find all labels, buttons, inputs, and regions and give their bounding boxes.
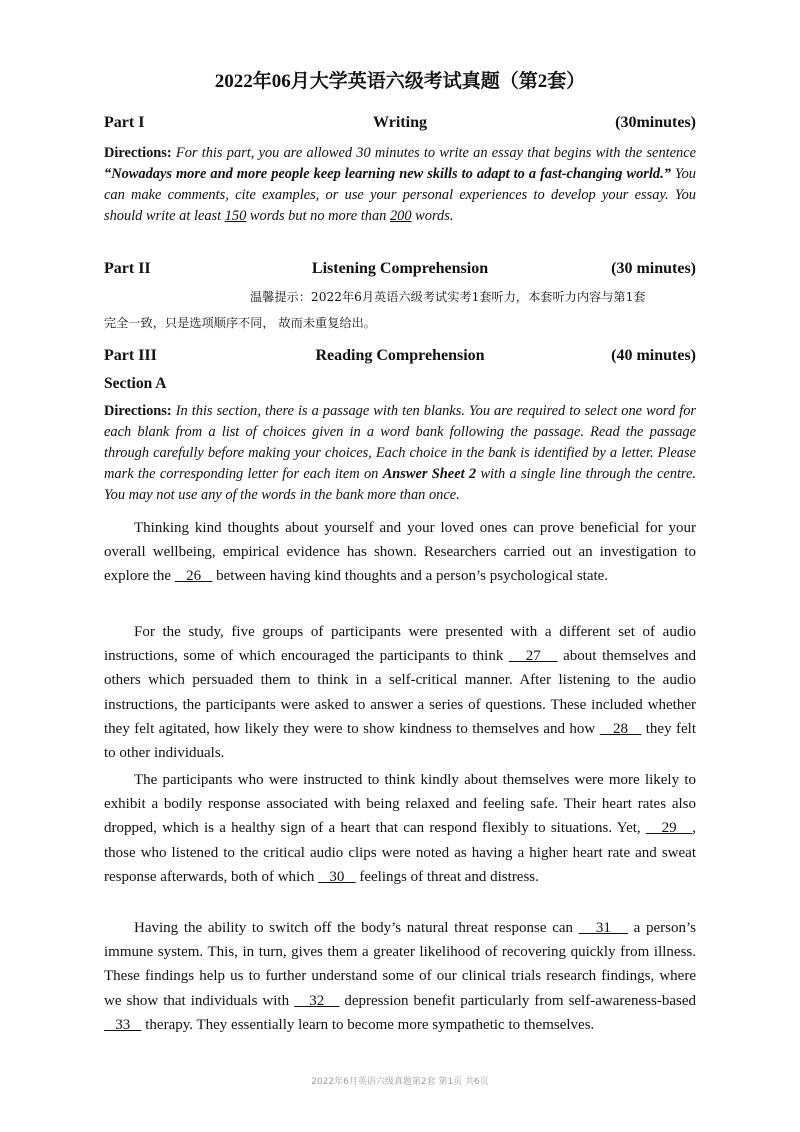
directions-label: Directions:: [104, 145, 172, 161]
part1-directions: [104, 143, 696, 227]
passage-text: , those who listened to the critical audio clips were noted as having a higher heart rate and sweat response afterwards, both of which: [104, 820, 697, 885]
passage-text: depression benefit particularly from self-awareness-based: [339, 992, 696, 1009]
passage-paragraph-3: [104, 768, 696, 889]
passage-text: Having the ability to switch off the body’s natural threat response can: [134, 920, 579, 936]
part1-time: (30minutes): [615, 114, 696, 131]
part1-header: [104, 114, 696, 136]
part3-time: (40 minutes): [611, 347, 696, 364]
blank-26: 26: [174, 568, 213, 585]
directions-text: with a single line through the centre. You may not use any of the words in the bank more than once.: [104, 466, 696, 503]
tip-line-2: 完全一致，只是选项顺序不同， 故而未重复给出。: [104, 316, 376, 330]
page-title: 2022年06月大学英语六级考试真题（第2套）: [214, 71, 586, 92]
min-word-count: 150: [224, 208, 247, 224]
part3-name: Reading Comprehension: [315, 347, 485, 364]
directions-text: In this section, there is a passage with ten blanks. You are required to select one word for each blank from a list of choices given in a word bank following the passage. Read the passage through carefully before making your choices, Each choice in the bank is identified by a letter. Please mark the corresponding letter for each item on: [104, 403, 696, 482]
part3-directions: [104, 401, 696, 506]
part2-time: (30 minutes): [611, 260, 696, 277]
blank-30: 30: [318, 868, 356, 885]
part1-label: Part I: [104, 114, 145, 131]
passage-text: between having kind thoughts and a person’s psychological state.: [212, 568, 609, 585]
passage-paragraph-4: [104, 916, 696, 1037]
passage-text: they felt to other individuals.: [104, 720, 696, 762]
passage-text: For the study, five groups of participants were presented with a different set of audio instructions, some of which encouraged the participants to think: [104, 624, 696, 665]
essay-prompt-quote: “Nowadays more and more people keep learning new skills to adapt to a fast-changing world.”: [104, 166, 671, 182]
listening-tip: [104, 284, 696, 336]
directions-text: words.: [411, 208, 454, 224]
max-word-count: 200: [389, 208, 412, 224]
passage-text: about themselves and others which persuaded them to think in a self-critical manner. After listening to the audio instructions, the participants were asked to answer a series of questions. These included whether they felt agitated, how likely they were to show kindness to themselves and how: [104, 648, 696, 737]
page-footer: 2022年6月英语六级真题第2套 第1页 共6页: [311, 1077, 489, 1087]
directions-text: For this part, you are allowed 30 minutes to write an essay that begins with the sentence: [171, 145, 696, 161]
blank-27: 27: [508, 648, 558, 665]
answer-sheet-ref: Answer Sheet 2: [382, 466, 477, 482]
passage-text: a person’s immune system. This, in turn, gives them a greater likelihood of recovering quickly from illness. These findings help us to further understand some of our clinical trials research findings, where we show that individuals with: [104, 920, 696, 1009]
tip-line-1: 温馨提示：2022年6月英语六级考试实考1套听力，本套听力内容与第1套: [250, 290, 646, 304]
blank-31: 31: [578, 920, 628, 936]
directions-text: You can make comments, cite examples, or use your personal experiences to develop your essay. You should write at least: [104, 166, 697, 224]
part3-header: [104, 347, 696, 369]
directions-text: words but no more than: [246, 208, 390, 224]
section-a-heading: Section A: [104, 375, 167, 392]
passage-text: feelings of threat and distress.: [355, 868, 539, 885]
blank-28: 28: [599, 720, 642, 737]
part2-label: Part II: [104, 260, 151, 277]
blank-32: 32: [294, 992, 340, 1009]
passage-paragraph-2: [104, 620, 696, 765]
part1-name: Writing: [373, 114, 427, 131]
passage-text: The participants who were instructed to think kindly about themselves were more likely to exhibit a bodily response associated with being relaxed and feeling safe. Their heart rates also dropped, which is a healthy sign of a heart that can respond flexibly to situations. Yet,: [104, 772, 696, 837]
passage-paragraph-1: [104, 516, 696, 589]
blank-29: 29: [645, 820, 693, 837]
part2-header: [104, 260, 696, 282]
blank-33: 33: [104, 1016, 142, 1033]
passage-text: Thinking kind thoughts about yourself and your loved ones can prove beneficial for your overall wellbeing, empirical evidence has shown. Researchers carried out an investigation to explore the: [104, 520, 696, 585]
part3-label: Part III: [104, 347, 157, 364]
part2-name: Listening Comprehension: [311, 260, 489, 277]
directions-label: Directions:: [104, 403, 172, 419]
passage-text: therapy. They essentially learn to become more sympathetic to themselves.: [141, 1016, 595, 1033]
